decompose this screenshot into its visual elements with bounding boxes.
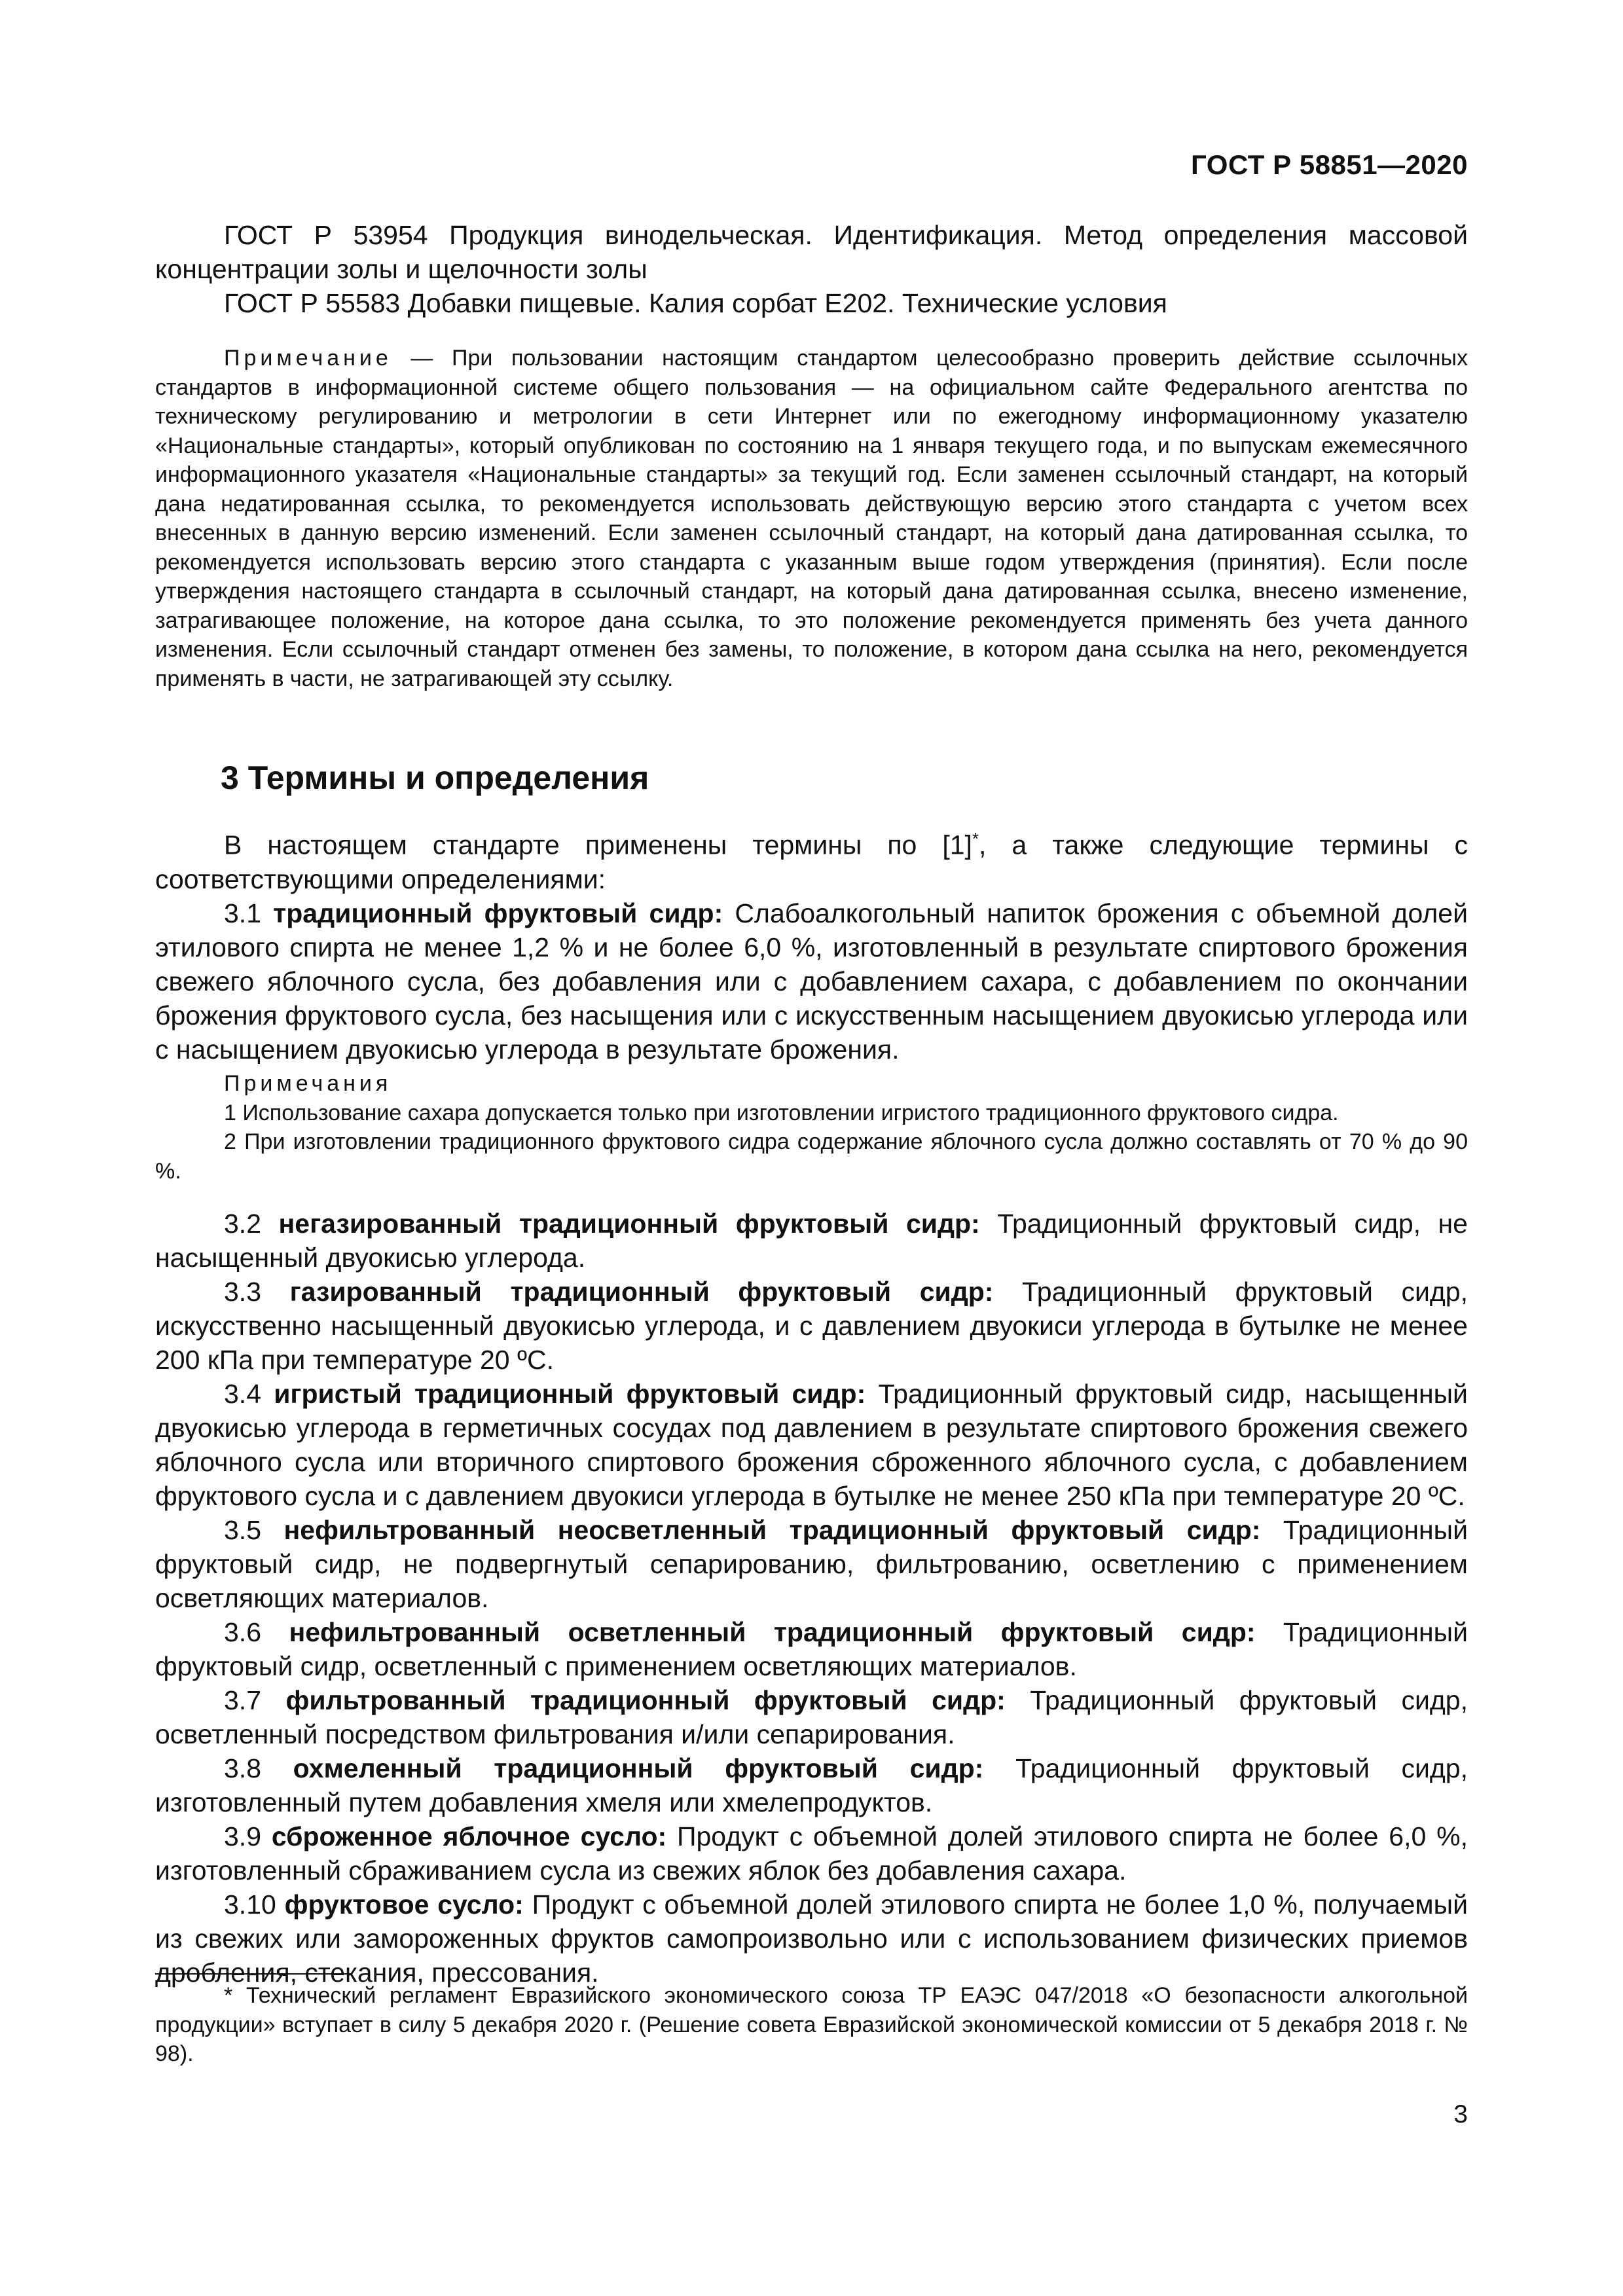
terms-list (155, 1207, 1468, 1990)
term-3-3: 3.3 газированный традиционный фруктовый сидр: Традиционный фруктовый сидр, искусственно насыщенный двуокисью углерода, и с давлением двуокиси углерода в бутылке не менее 200 кПа при температуре 20 ºС. (155, 1277, 1468, 1375)
document-header: ГОСТ Р 58851—2020 (1191, 149, 1468, 180)
term-notes (155, 1069, 1468, 1186)
term-3-4: 3.4 игристый традиционный фруктовый сидр: Традиционный фруктовый сидр, насыщенный двуокисью углерода в герметичных сосудах под давлением в результате спиртового брожения свежего яблочного сусла или вторичного спиртового брожения сброженного яблочного сусла, с добавлением фруктового сусла и с давлением двуокиси углерода в бутылке не менее 250 кПа при температуре 20 ºС. (155, 1379, 1468, 1511)
term-3-1: 3.1 традиционный фруктовый сидр: Слабоалкогольный напиток брожения с объемной долей этилового спирта не менее 1,2 % и не более 6,0 %, изготовленный в результате спиртового брожения свежего яблочного сусла, без добавления или с добавлением сахара, с добавлением по окончании брожения фруктового сусла, без насыщения или с искусственным насыщением двуокисью углерода или с насыщением двуокисью углерода в результате брожения. (155, 898, 1468, 1065)
note-label: Примечание (224, 346, 392, 371)
term-definition: Слабоалкогольный напиток брожения с объемной долей этилового спирта не менее 1,2 % и не более 6,0 %, изготовленный в результате спиртового брожения свежего яблочного сусла, без добавления или с добавлением сахара, с добавлением по окончании брожения фруктового сусла, без насыщения или с искусственным насыщением двуокисью углерода или с насыщением двуокисью углерода в результате брожения. (155, 898, 1468, 1065)
footnote-marker: * (972, 829, 979, 848)
section-title: 3 Термины и определения (221, 759, 649, 796)
note-item: 2 При изготовлении традиционного фруктового сидра содержание яблочного сусла должно составлять от 70 % до 90 %. (155, 1129, 1468, 1184)
reference-gost-55583: ГОСТ Р 55583 Добавки пищевые. Калия сорбат Е202. Технические условия (224, 288, 1167, 318)
footnote-divider (155, 1973, 352, 1975)
reference-gost-53954: ГОСТ Р 53954 Продукция винодельческая. Идентификация. Метод определения массовой концентрации золы и щелочности золы (155, 220, 1468, 284)
note-text: — При пользовании настоящим стандартом целесообразно проверить действие ссылочных стандартов в информационной системе общего пользования — на официальном сайте Федерального агентства по техническому регулированию и метрологии в сети Интернет или по ежегодному информационному указателю «Национальные стандарты», который опубликован по состоянию на 1 января текущего года, и по выпускам ежемесячного информационного указателя «Национальные стандарты» за текущий год. Если заменен ссылочный стандарт, на который дана недатированная ссылка, то рекомендуется использовать действующую версию этого стандарта с учетом всех внесенных в данную версию изменений. Если заменен ссылочный стандарт, на который дана датированная ссылка, то рекомендуется использовать версию этого стандарта с указанным выше годом утверждения (принятия). Если после утверждения настоящего стандарта в ссылочный стандарт, на который дана датированная ссылка, внесено изменение, затрагивающее положение, на которое дана ссылка, то это положение рекомендуется применять без учета данного изменения. Если ссылочный стандарт отменен без замены, то положение, в котором дана ссылка на него, рекомендуется применять в части, не затрагивающей эту ссылку. (155, 346, 1468, 691)
references-block (155, 218, 1468, 320)
term-3-10: 3.10 фруктовое сусло: Продукт с объемной долей этилового спирта не более 1,0 %, получаемый из свежих или замороженных фруктов самопроизвольно или с использованием физических приемов дробления, стекания, прессования. (155, 1889, 1468, 1988)
page-number: 3 (1453, 2100, 1468, 2128)
term-3-6: 3.6 нефильтрованный осветленный традиционный фруктовый сидр: Традиционный фруктовый сидр, осветленный с применением осветляющих материалов. (155, 1617, 1468, 1681)
term-3-2: 3.2 негазированный традиционный фруктовый сидр: Традиционный фруктовый сидр, не насыщенный двуокисью углерода. (155, 1209, 1468, 1273)
term-3-8: 3.8 охмеленный традиционный фруктовый сидр: Традиционный фруктовый сидр, изготовленный путем добавления хмеля или хмелепродуктов. (155, 1753, 1468, 1817)
term-3-7: 3.7 фильтрованный традиционный фруктовый сидр: Традиционный фруктовый сидр, осветленный посредством фильтрования и/или сепарирования. (155, 1685, 1468, 1749)
section-intro: В настоящем стандарте применены термины по [1]*, а также следующие термины с соответствующими определениями: (155, 829, 1468, 894)
footnote-block (155, 1973, 1468, 2069)
term-3-9: 3.9 сброженное яблочное сусло: Продукт с объемной долей этилового спирта не более 6,0 %, изготовленный сбраживанием сусла из свежих яблок без добавления сахара. (155, 1821, 1468, 1886)
section-3-body (155, 822, 1468, 1066)
section-3 (155, 758, 1468, 797)
notes-label: Примечания (224, 1071, 392, 1096)
term-3-5: 3.5 нефильтрованный неосветленный традиционный фруктовый сидр: Традиционный фруктовый сидр, не подвергнутый сепарированию, фильтрованию, осветлению с применением осветляющих материалов. (155, 1515, 1468, 1613)
footnote-text: * Технический регламент Евразийского экономического союза ТР ЕАЭС 047/2018 «О безопасности алкогольной продукции» вступает в силу 5 декабря 2020 г. (Решение совета Евразийской экономической комиссии от 5 декабря 2018 г. № 98). (155, 1983, 1468, 2066)
references-note (155, 344, 1468, 693)
note-item: 1 Использование сахара допускается только при изготовлении игристого традиционного фруктового сидра. (224, 1100, 1339, 1125)
term-name: традиционный фруктовый сидр: (273, 898, 723, 928)
